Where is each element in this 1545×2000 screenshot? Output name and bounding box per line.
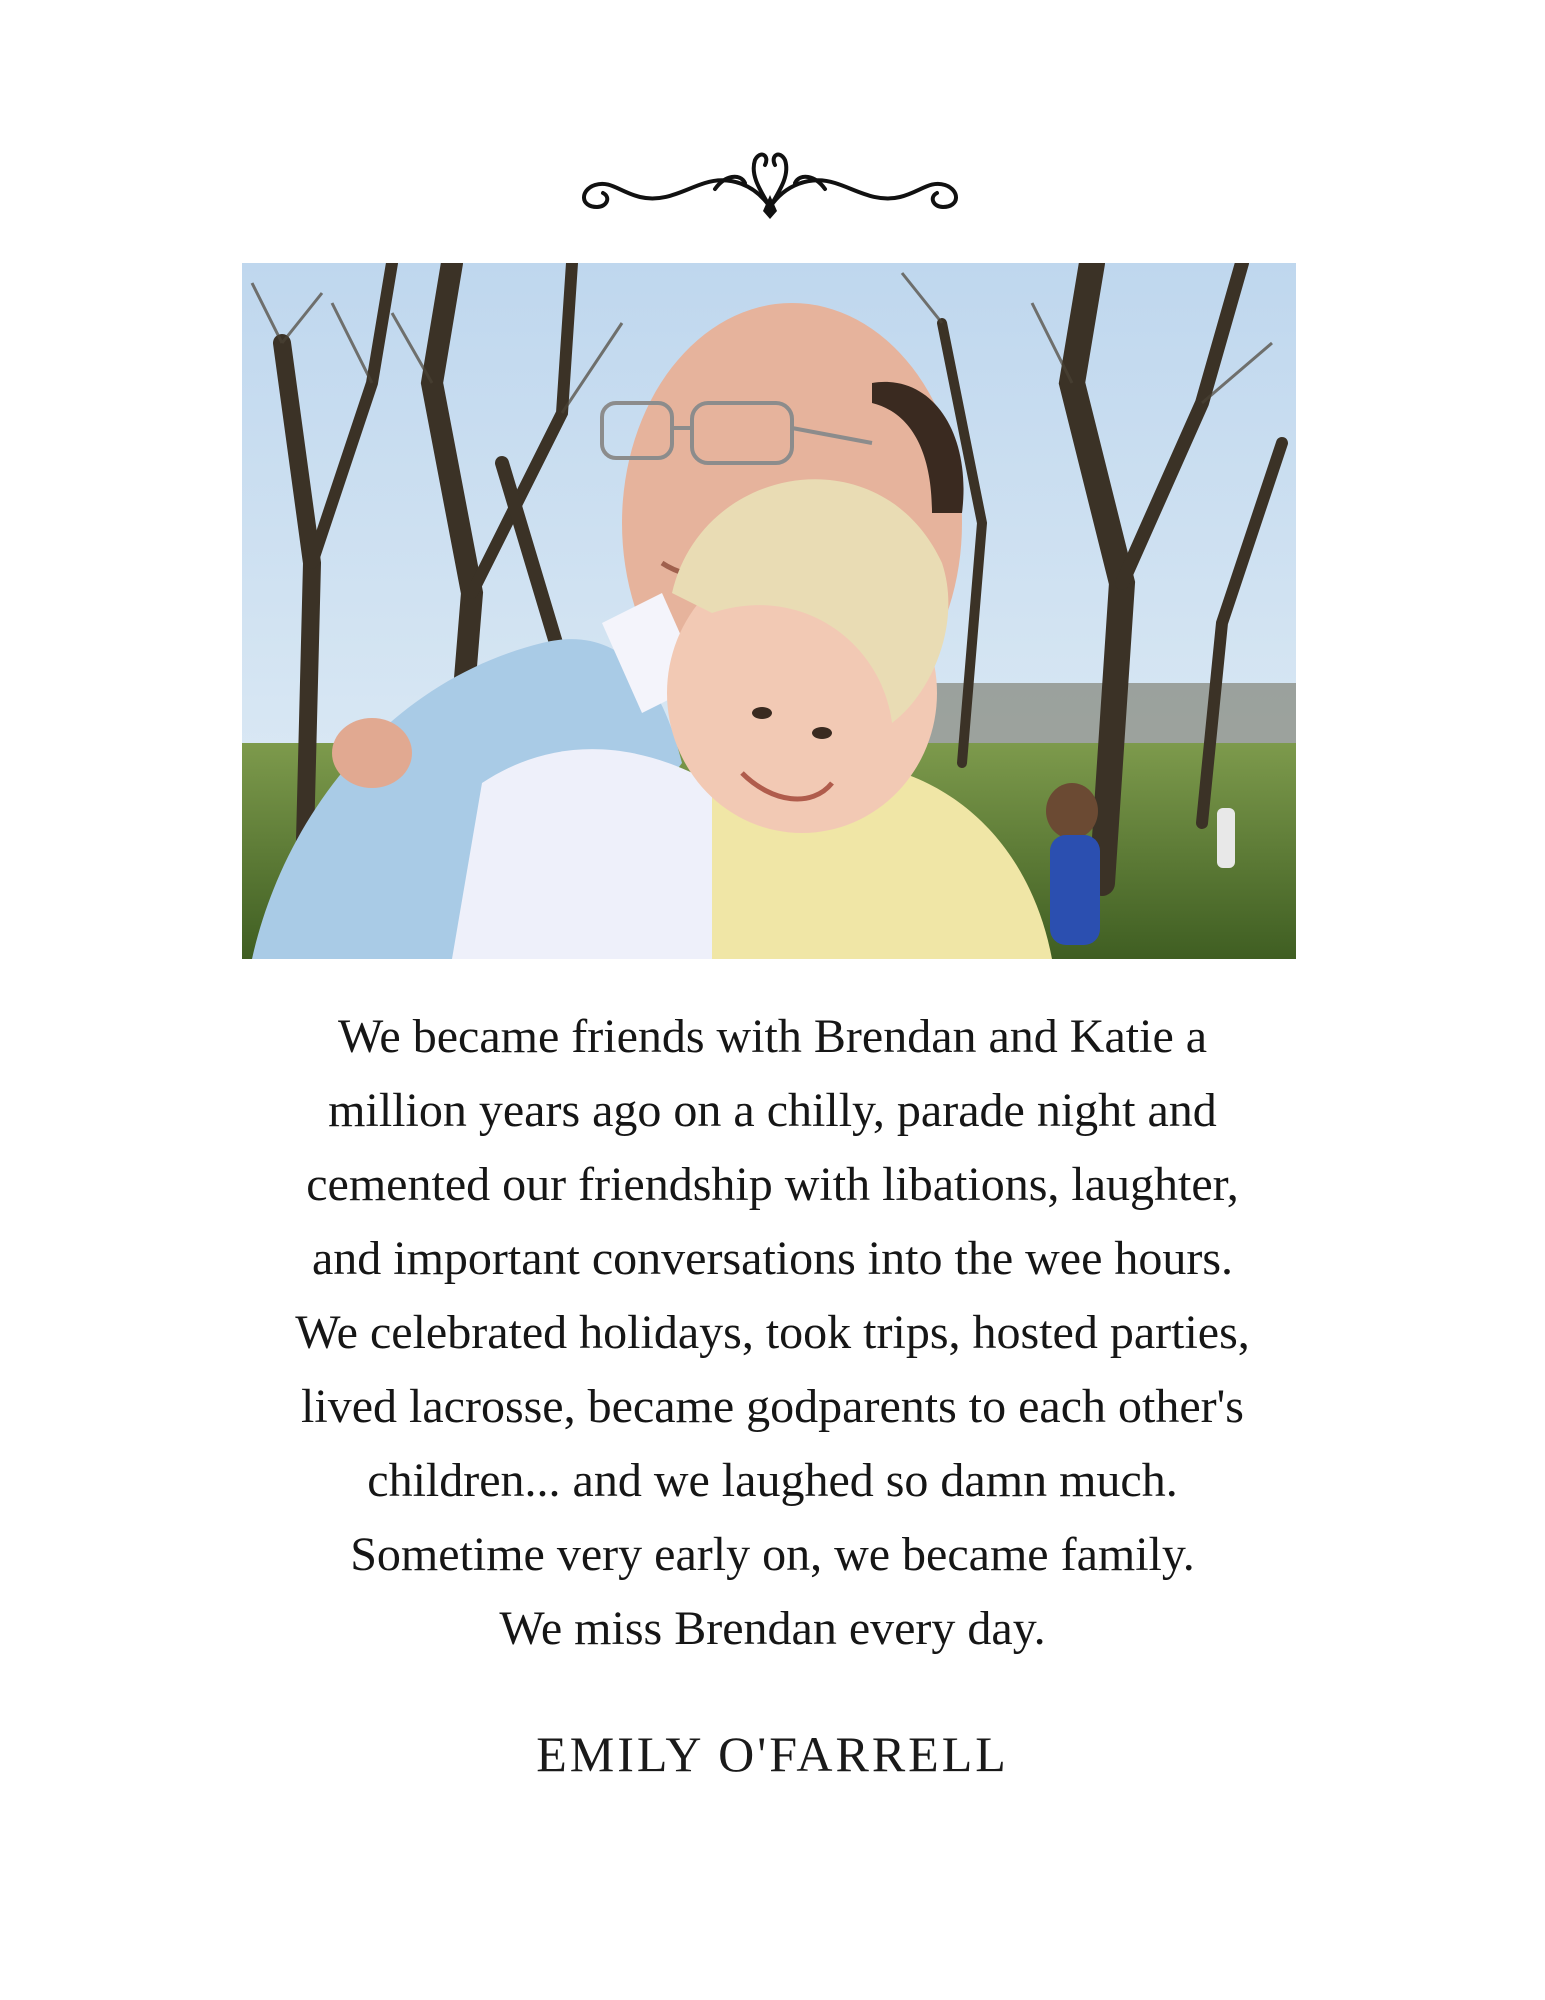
tribute-line: and important conversations into the wee hours. bbox=[311, 1232, 1234, 1285]
tribute-line: We became friends with Brendan and Katie a bbox=[337, 1010, 1208, 1063]
memorial-photo bbox=[242, 263, 1296, 959]
tribute-line: million years ago on a chilly, parade night and bbox=[328, 1084, 1217, 1137]
tribute-line: cemented our friendship with libations, laughter, bbox=[306, 1158, 1239, 1211]
tribute-line: Sometime very early on, we became family. bbox=[350, 1528, 1195, 1581]
tribute-line: lived lacrosse, became godparents to each other's bbox=[301, 1380, 1244, 1433]
tribute-line: children... and we laughed so damn much. bbox=[367, 1454, 1178, 1507]
author-name: EMILY O'FARRELL bbox=[536, 1726, 1009, 1782]
tribute-line: We celebrated holidays, took trips, hosted parties, bbox=[295, 1306, 1250, 1359]
tribute-line: We miss Brendan every day. bbox=[499, 1602, 1046, 1655]
tribute-text bbox=[180, 1000, 1365, 1666]
flourish-divider-icon bbox=[555, 145, 985, 225]
